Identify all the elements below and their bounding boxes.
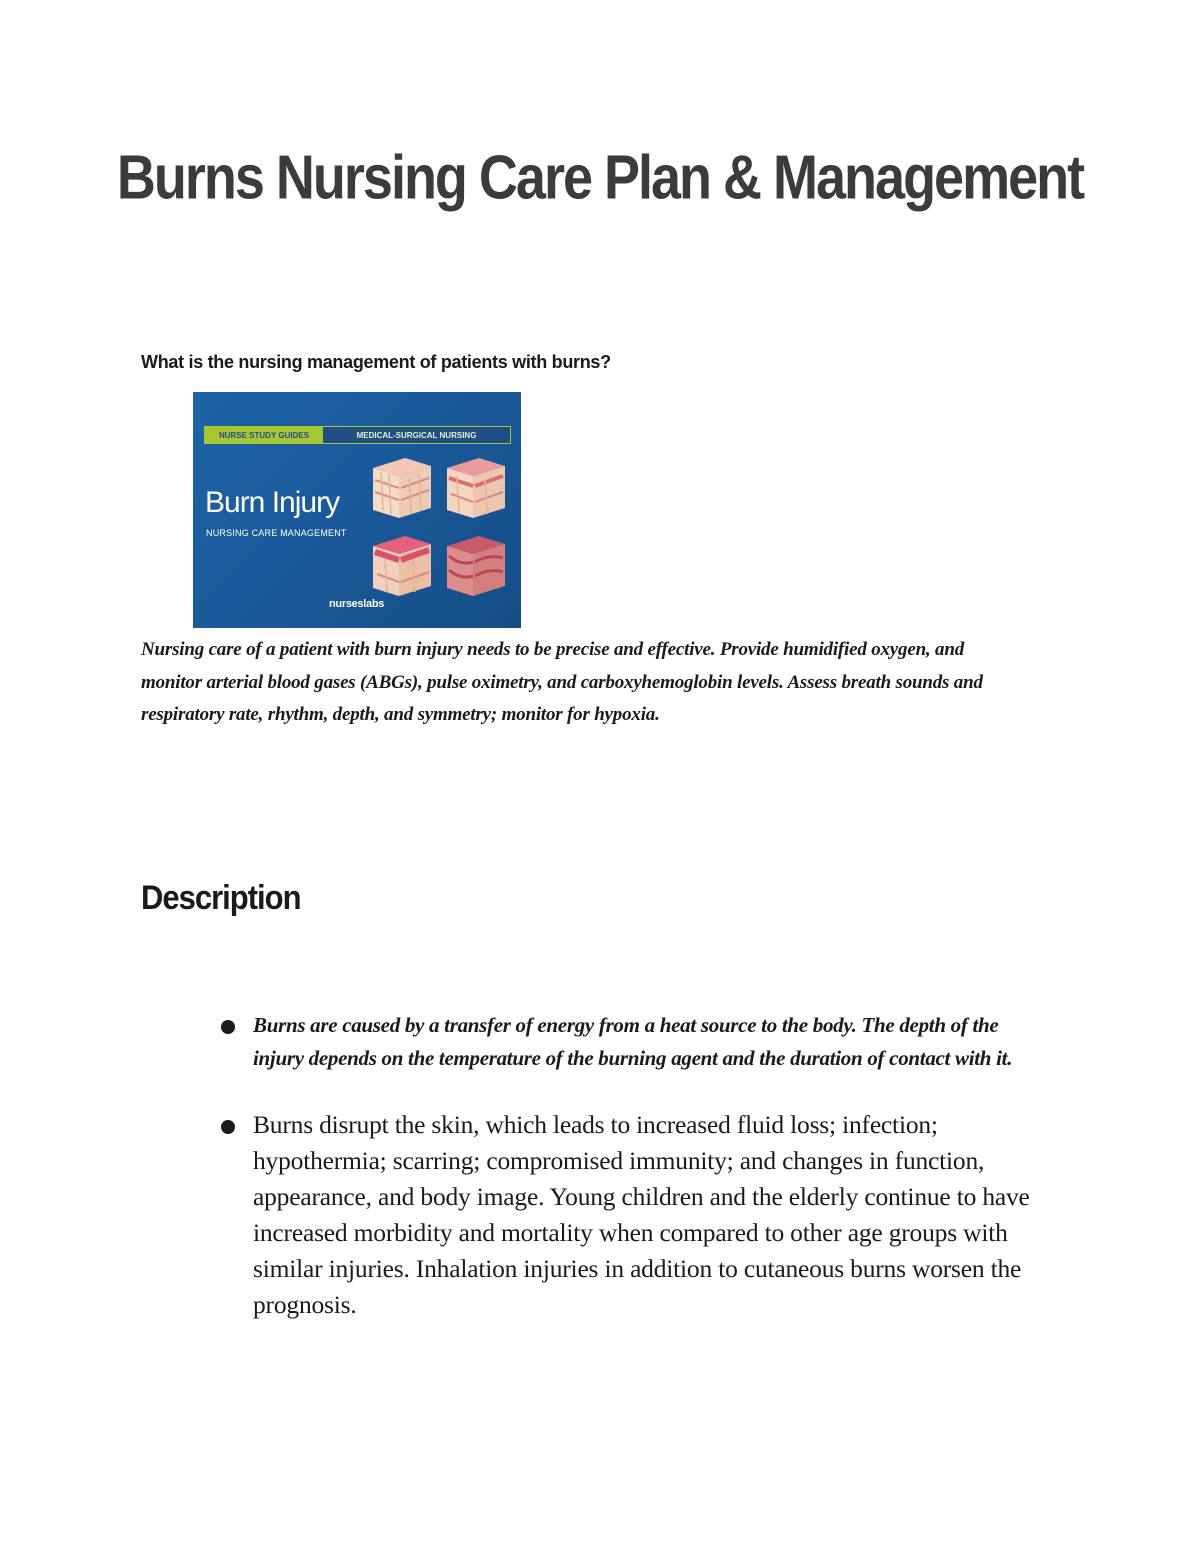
bullet-icon bbox=[221, 1020, 235, 1034]
skin-layer-illustration-2 bbox=[439, 458, 507, 520]
skin-layer-illustration-3 bbox=[365, 536, 433, 598]
bullet-item-2: Burns disrupt the skin, which leads to increased fluid loss; infection; hypothermia; scarring; compromised immunity; and changes in function, appearance, and body image. Young children and the elderly continue to have increased morbidity and mortality when compared to other age groups with similar injuries. Inhalation injuries in addition to cutaneous burns worsen the prognosis. bbox=[253, 1110, 1030, 1319]
intro-paragraph: Nursing care of a patient with burn injury needs to be precise and effective. Provide humidified oxygen, and monitor arterial blood gases (ABGs), pulse oximetry, and carboxyhemoglobin levels. Assess breath sounds and respiratory rate, rhythm, depth, and symmetry; monitor for hypoxia. bbox=[141, 639, 983, 725]
section-question: What is the nursing management of patients with burns? bbox=[141, 352, 611, 372]
cover-title: Burn Injury bbox=[205, 486, 340, 519]
cover-subtitle: NURSING CARE MANAGEMENT bbox=[206, 528, 347, 538]
bullet-item-1: Burns are caused by a transfer of energy from a heat source to the body. The depth of the injury depends on the temperature of the burning agent and the duration of contact with it. bbox=[253, 1013, 1013, 1070]
skin-layer-illustration-1 bbox=[365, 458, 433, 520]
page-title: Burns Nursing Care Plan & Management bbox=[116, 143, 1084, 213]
description-heading: Description bbox=[141, 878, 301, 917]
bullet-icon bbox=[221, 1120, 235, 1134]
nurseslabs-logo: nurseslabs bbox=[329, 598, 385, 610]
cover-tag-bar bbox=[204, 426, 511, 444]
cover-tag-right: MEDICAL-SURGICAL NURSING bbox=[356, 430, 477, 440]
cover-tag-left: NURSE STUDY GUIDES bbox=[205, 427, 323, 443]
burn-injury-cover-image bbox=[193, 392, 521, 628]
skin-layer-illustration-4 bbox=[439, 536, 507, 598]
